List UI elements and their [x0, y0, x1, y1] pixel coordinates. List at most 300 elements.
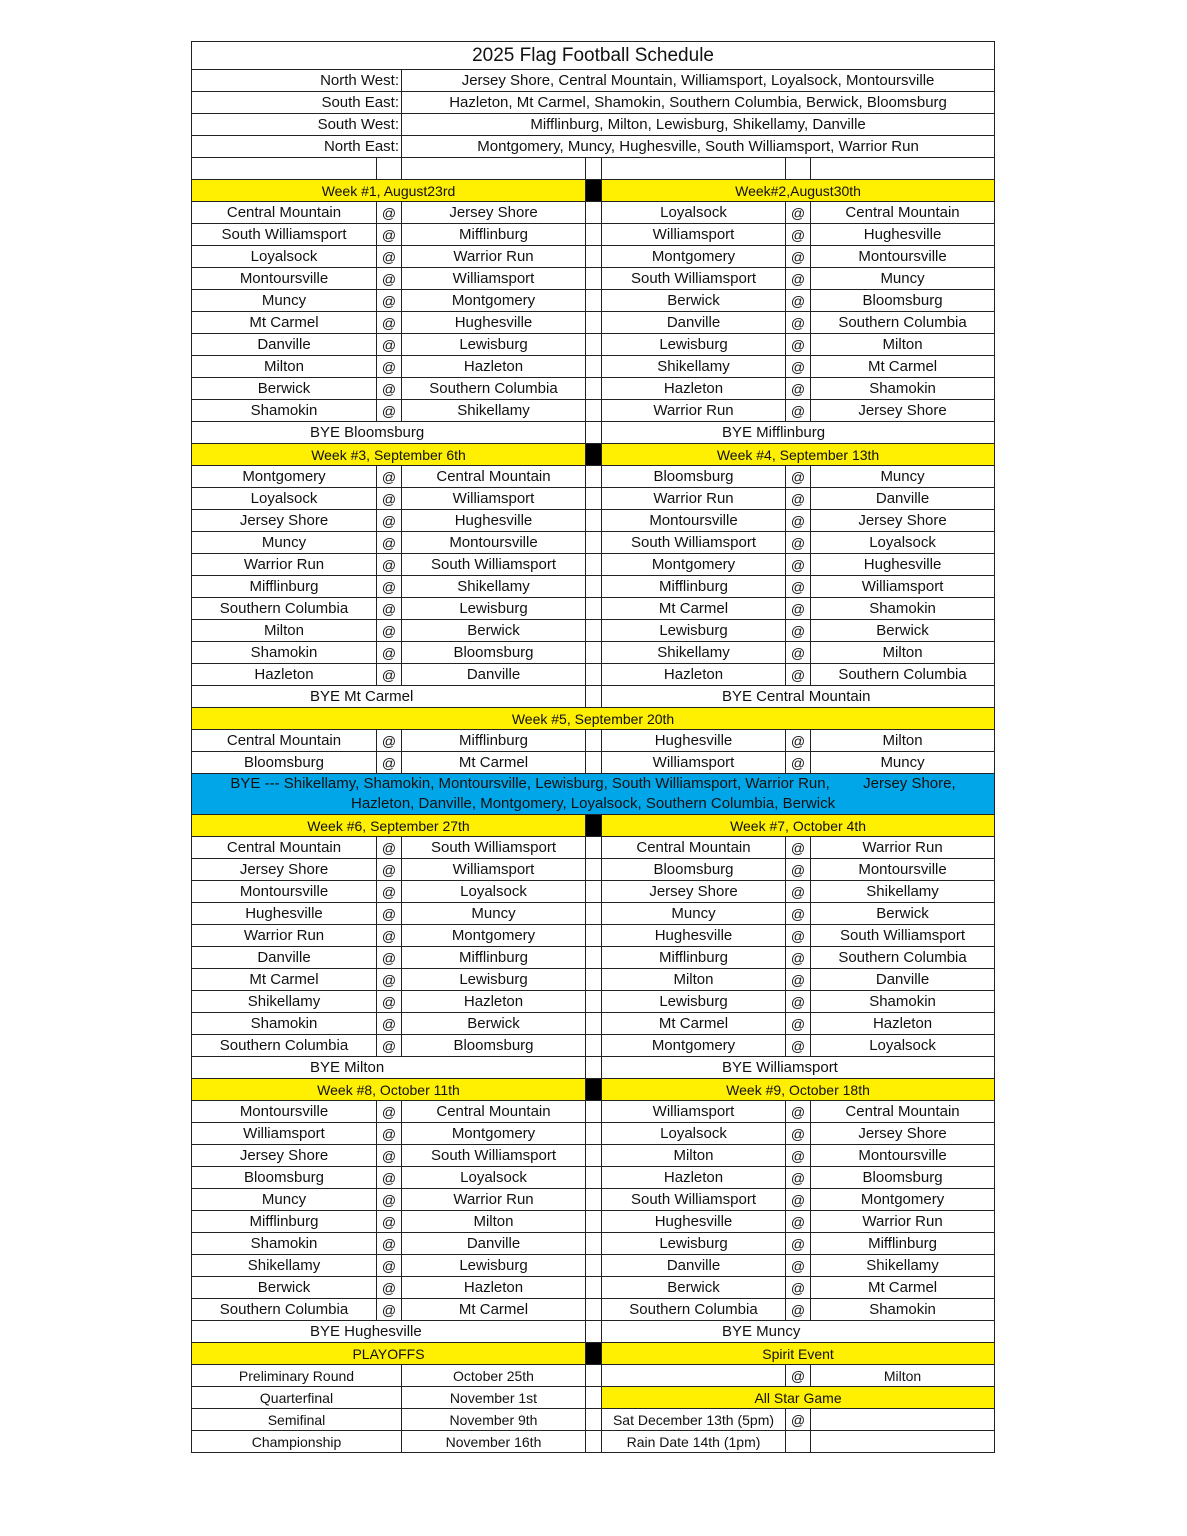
spirit-title: Spirit Event — [602, 1343, 995, 1365]
divider-cell — [586, 1189, 602, 1211]
at-symbol: @ — [377, 268, 402, 290]
away-team: Berwick — [811, 620, 995, 642]
away-team: Warrior Run — [402, 246, 586, 268]
game-row — [192, 925, 995, 947]
away-team: Loyalsock — [811, 532, 995, 554]
bye-team: BYE Central Mountain — [602, 686, 995, 708]
round-name: Championship — [192, 1431, 402, 1453]
divider-block — [586, 444, 602, 466]
at-symbol: @ — [377, 488, 402, 510]
divider-cell — [586, 1145, 602, 1167]
home-team: Jersey Shore — [192, 1145, 377, 1167]
round-date: November 16th — [402, 1431, 586, 1453]
at-symbol: @ — [786, 859, 811, 881]
away-team: Montgomery — [811, 1189, 995, 1211]
week-title: Week #5, September 20th — [192, 708, 995, 730]
away-team: Berwick — [402, 620, 586, 642]
divider-cell — [586, 1365, 602, 1387]
at-symbol: @ — [786, 554, 811, 576]
away-team: Bloomsburg — [811, 1167, 995, 1189]
home-team: Montoursville — [192, 268, 377, 290]
at-symbol: @ — [377, 991, 402, 1013]
round-name: Semifinal — [192, 1409, 402, 1431]
bye-team: BYE Muncy — [602, 1321, 995, 1343]
game-row — [192, 1101, 995, 1123]
divider-cell — [586, 1123, 602, 1145]
empty-cell — [586, 158, 602, 180]
spacer-row — [192, 158, 995, 180]
at-symbol: @ — [786, 488, 811, 510]
divider-cell — [586, 1409, 602, 1431]
at-symbol: @ — [377, 1123, 402, 1145]
away-team: Berwick — [811, 903, 995, 925]
home-team: Warrior Run — [192, 554, 377, 576]
home-team: Bloomsburg — [192, 1167, 377, 1189]
away-team: Central Mountain — [811, 1101, 995, 1123]
home-team: Warrior Run — [602, 400, 786, 422]
divider-cell — [586, 246, 602, 268]
away-team: Jersey Shore — [402, 202, 586, 224]
away-team: Shikellamy — [811, 1255, 995, 1277]
game-row — [192, 1035, 995, 1057]
home-team: Central Mountain — [192, 202, 377, 224]
away-team: Danville — [402, 1233, 586, 1255]
at-symbol: @ — [377, 356, 402, 378]
home-team: Loyalsock — [192, 488, 377, 510]
game-row — [192, 881, 995, 903]
divider-cell — [586, 1057, 602, 1079]
away-team: Loyalsock — [402, 1167, 586, 1189]
bye-team: BYE Mifflinburg — [602, 422, 995, 444]
at-symbol: @ — [377, 334, 402, 356]
home-team: Mt Carmel — [192, 312, 377, 334]
divider-cell — [586, 224, 602, 246]
home-team: Shikellamy — [602, 356, 786, 378]
away-team: Berwick — [402, 1013, 586, 1035]
away-team: Milton — [811, 334, 995, 356]
at-symbol: @ — [377, 859, 402, 881]
game-row — [192, 576, 995, 598]
home-team: Shamokin — [192, 1013, 377, 1035]
home-team: Montgomery — [602, 246, 786, 268]
divider-cell — [586, 1321, 602, 1343]
away-team: Southern Columbia — [811, 947, 995, 969]
region-teams: Montgomery, Muncy, Hughesville, South Williamsport, Warrior Run — [402, 136, 995, 158]
home-team: Montgomery — [602, 554, 786, 576]
home-team: Berwick — [602, 1277, 786, 1299]
away-team: Loyalsock — [402, 881, 586, 903]
at-symbol: @ — [377, 290, 402, 312]
away-team: Williamsport — [402, 268, 586, 290]
divider-cell — [586, 1167, 602, 1189]
away-team: Montgomery — [402, 925, 586, 947]
home-team: Montgomery — [602, 1035, 786, 1057]
game-row — [192, 1189, 995, 1211]
at-symbol: @ — [786, 466, 811, 488]
week-title: Week #7, October 4th — [602, 815, 995, 837]
region-row — [192, 114, 995, 136]
at-symbol: @ — [377, 1189, 402, 1211]
divider-cell — [586, 859, 602, 881]
away-team: Muncy — [811, 466, 995, 488]
away-team: Jersey Shore — [811, 400, 995, 422]
playoff-row — [192, 1387, 995, 1409]
rain-date: Rain Date 14th (1pm) — [602, 1431, 786, 1453]
home-team: Central Mountain — [192, 837, 377, 859]
at-symbol: @ — [786, 620, 811, 642]
home-team: Bloomsburg — [192, 752, 377, 774]
divider-cell — [586, 664, 602, 686]
at-symbol: @ — [786, 202, 811, 224]
game-row — [192, 400, 995, 422]
at-symbol: @ — [377, 969, 402, 991]
home-team: Mt Carmel — [602, 598, 786, 620]
home-team: Muncy — [192, 532, 377, 554]
away-team: Warrior Run — [811, 837, 995, 859]
home-team: Lewisburg — [602, 334, 786, 356]
at-symbol: @ — [377, 532, 402, 554]
away-team: Montoursville — [811, 246, 995, 268]
divider-cell — [586, 925, 602, 947]
home-team: Danville — [192, 947, 377, 969]
home-team: Southern Columbia — [602, 1299, 786, 1321]
empty-cell — [402, 158, 586, 180]
divider-cell — [586, 1431, 602, 1453]
bye-list: Hazleton, Danville, Montgomery, Loyalsock, Southern Columbia, Berwick — [192, 794, 995, 815]
empty-cell — [811, 1409, 995, 1431]
away-team: Hughesville — [402, 312, 586, 334]
away-team: Mifflinburg — [402, 224, 586, 246]
away-team: South Williamsport — [402, 554, 586, 576]
region-row — [192, 92, 995, 114]
away-team: Danville — [402, 664, 586, 686]
away-team: Southern Columbia — [402, 378, 586, 400]
at-symbol: @ — [786, 969, 811, 991]
at-symbol: @ — [786, 510, 811, 532]
away-team: Southern Columbia — [811, 664, 995, 686]
game-row — [192, 466, 995, 488]
bye-team: BYE Milton — [192, 1057, 586, 1079]
at-symbol: @ — [786, 290, 811, 312]
away-team: Jersey Shore — [811, 1123, 995, 1145]
game-row — [192, 664, 995, 686]
at-symbol: @ — [786, 268, 811, 290]
home-team: Southern Columbia — [192, 598, 377, 620]
home-team: South Williamsport — [602, 268, 786, 290]
at-symbol: @ — [377, 620, 402, 642]
bye-team: BYE Mt Carmel — [192, 686, 586, 708]
away-team: Hughesville — [402, 510, 586, 532]
divider-cell — [586, 1101, 602, 1123]
away-team: Milton — [402, 1211, 586, 1233]
at-symbol: @ — [786, 903, 811, 925]
divider-cell — [586, 730, 602, 752]
allstar-date: Sat December 13th (5pm) — [602, 1409, 786, 1431]
at-symbol: @ — [377, 224, 402, 246]
home-team: South Williamsport — [602, 532, 786, 554]
bye-row — [192, 422, 995, 444]
home-team: Muncy — [192, 290, 377, 312]
week-header-row — [192, 180, 995, 202]
at-symbol: @ — [377, 881, 402, 903]
week-title: Week #6, September 27th — [192, 815, 586, 837]
bye-team: BYE Bloomsburg — [192, 422, 586, 444]
at-symbol: @ — [786, 642, 811, 664]
at-symbol: @ — [786, 1211, 811, 1233]
home-team: Milton — [192, 356, 377, 378]
home-team: Loyalsock — [602, 1123, 786, 1145]
region-name: South West: — [192, 114, 402, 136]
away-team: Montoursville — [402, 532, 586, 554]
at-symbol: @ — [786, 378, 811, 400]
home-team: Williamsport — [602, 1101, 786, 1123]
away-team: South Williamsport — [402, 1145, 586, 1167]
away-team: Mt Carmel — [811, 1277, 995, 1299]
region-row — [192, 70, 995, 92]
divider-cell — [586, 752, 602, 774]
away-team: Williamsport — [402, 488, 586, 510]
away-team: Montgomery — [402, 1123, 586, 1145]
at-symbol: @ — [377, 554, 402, 576]
away-team: Bloomsburg — [811, 290, 995, 312]
divider-cell — [586, 290, 602, 312]
playoff-row — [192, 1431, 995, 1453]
away-team: Shamokin — [811, 378, 995, 400]
divider-cell — [586, 554, 602, 576]
at-symbol: @ — [786, 947, 811, 969]
round-name: Preliminary Round — [192, 1365, 402, 1387]
bye-team: BYE Hughesville — [192, 1321, 586, 1343]
home-team: Southern Columbia — [192, 1035, 377, 1057]
bye-list-row — [192, 774, 995, 795]
game-row — [192, 1211, 995, 1233]
game-row — [192, 268, 995, 290]
home-team: Montoursville — [192, 1101, 377, 1123]
away-team: Central Mountain — [402, 1101, 586, 1123]
home-team: Muncy — [192, 1189, 377, 1211]
home-team: Mt Carmel — [192, 969, 377, 991]
home-team: Hazleton — [192, 664, 377, 686]
empty-cell — [377, 158, 402, 180]
home-team: Montoursville — [192, 881, 377, 903]
away-team: Mifflinburg — [402, 947, 586, 969]
week-header-row — [192, 815, 995, 837]
home-team: Jersey Shore — [192, 859, 377, 881]
at-symbol: @ — [786, 312, 811, 334]
divider-block — [586, 815, 602, 837]
schedule-table — [191, 41, 995, 1453]
at-symbol: @ — [377, 730, 402, 752]
playoffs-title: PLAYOFFS — [192, 1343, 586, 1365]
away-team: Montoursville — [811, 859, 995, 881]
divider-cell — [586, 422, 602, 444]
away-team: South Williamsport — [402, 837, 586, 859]
at-symbol: @ — [377, 837, 402, 859]
empty-cell — [811, 158, 995, 180]
away-team: Southern Columbia — [811, 312, 995, 334]
at-symbol: @ — [377, 202, 402, 224]
away-team: Shikellamy — [402, 576, 586, 598]
at-symbol: @ — [786, 1101, 811, 1123]
away-team: Danville — [811, 969, 995, 991]
home-team: Danville — [602, 1255, 786, 1277]
game-row — [192, 1299, 995, 1321]
divider-block — [586, 180, 602, 202]
home-team: Hazleton — [602, 1167, 786, 1189]
divider-cell — [586, 576, 602, 598]
game-row — [192, 620, 995, 642]
region-row — [192, 136, 995, 158]
divider-block — [586, 1079, 602, 1101]
away-team: Danville — [811, 488, 995, 510]
schedule-sheet — [191, 41, 994, 1453]
at-symbol: @ — [377, 664, 402, 686]
away-team: Muncy — [402, 903, 586, 925]
at-symbol: @ — [786, 598, 811, 620]
away-team: Jersey Shore — [811, 510, 995, 532]
week-title: Week #1, August23rd — [192, 180, 586, 202]
home-team: Lewisburg — [602, 1233, 786, 1255]
divider-cell — [586, 1255, 602, 1277]
divider-cell — [586, 881, 602, 903]
empty-cell — [602, 158, 786, 180]
empty-cell — [786, 1431, 811, 1453]
home-team: Mifflinburg — [602, 576, 786, 598]
at-symbol: @ — [786, 224, 811, 246]
region-teams: Hazleton, Mt Carmel, Shamokin, Southern Columbia, Berwick, Bloomsburg — [402, 92, 995, 114]
home-team: Hughesville — [602, 925, 786, 947]
divider-cell — [586, 202, 602, 224]
away-team: Montgomery — [402, 290, 586, 312]
away-team: Lewisburg — [402, 969, 586, 991]
away-team: Lewisburg — [402, 1255, 586, 1277]
divider-cell — [586, 400, 602, 422]
at-symbol: @ — [786, 576, 811, 598]
away-team: Shamokin — [811, 991, 995, 1013]
divider-block — [586, 1343, 602, 1365]
week-title: Week #3, September 6th — [192, 444, 586, 466]
away-team: Bloomsburg — [402, 1035, 586, 1057]
game-row — [192, 224, 995, 246]
page-title: 2025 Flag Football Schedule — [192, 42, 995, 70]
week-header-row — [192, 444, 995, 466]
away-team: Bloomsburg — [402, 642, 586, 664]
at-symbol: @ — [377, 1167, 402, 1189]
week-title: Week#2,August30th — [602, 180, 995, 202]
divider-cell — [586, 598, 602, 620]
divider-cell — [586, 312, 602, 334]
week-title: Week #4, September 13th — [602, 444, 995, 466]
home-team: Shamokin — [192, 1233, 377, 1255]
home-team: Williamsport — [602, 224, 786, 246]
home-team: Bloomsburg — [602, 859, 786, 881]
home-team: Berwick — [192, 1277, 377, 1299]
away-team: Hughesville — [811, 224, 995, 246]
at-symbol: @ — [377, 1255, 402, 1277]
divider-cell — [586, 1211, 602, 1233]
at-symbol: @ — [786, 1255, 811, 1277]
at-symbol: @ — [786, 356, 811, 378]
game-row — [192, 246, 995, 268]
at-symbol: @ — [377, 925, 402, 947]
round-date: October 25th — [402, 1365, 586, 1387]
at-symbol: @ — [377, 1035, 402, 1057]
home-team: Danville — [602, 312, 786, 334]
away-team: Milton — [811, 642, 995, 664]
home-team: Central Mountain — [192, 730, 377, 752]
game-row — [192, 532, 995, 554]
home-team: Loyalsock — [192, 246, 377, 268]
divider-cell — [586, 991, 602, 1013]
at-symbol: @ — [377, 947, 402, 969]
game-row — [192, 1145, 995, 1167]
at-symbol: @ — [377, 642, 402, 664]
home-team: Warrior Run — [192, 925, 377, 947]
empty-cell — [192, 158, 377, 180]
game-row — [192, 510, 995, 532]
divider-cell — [586, 466, 602, 488]
away-team: Mt Carmel — [811, 356, 995, 378]
home-team: South Williamsport — [192, 224, 377, 246]
divider-cell — [586, 1299, 602, 1321]
at-symbol: @ — [377, 466, 402, 488]
at-symbol: @ — [786, 1167, 811, 1189]
region-teams: Jersey Shore, Central Mountain, Williamsport, Loyalsock, Montoursville — [402, 70, 995, 92]
at-symbol: @ — [786, 1409, 811, 1431]
game-row — [192, 290, 995, 312]
bye-row — [192, 1057, 995, 1079]
empty-cell — [811, 1431, 995, 1453]
at-symbol: @ — [377, 246, 402, 268]
divider-cell — [586, 268, 602, 290]
divider-cell — [586, 334, 602, 356]
at-symbol: @ — [377, 752, 402, 774]
home-team: Mifflinburg — [192, 576, 377, 598]
at-symbol: @ — [377, 1101, 402, 1123]
home-team: Montoursville — [602, 510, 786, 532]
away-team: Mifflinburg — [811, 1233, 995, 1255]
home-team: Milton — [192, 620, 377, 642]
at-symbol: @ — [786, 1013, 811, 1035]
region-name: North West: — [192, 70, 402, 92]
away-team: Williamsport — [402, 859, 586, 881]
away-team: Montoursville — [811, 1145, 995, 1167]
home-team: Jersey Shore — [192, 510, 377, 532]
at-symbol: @ — [377, 903, 402, 925]
divider-cell — [586, 620, 602, 642]
at-symbol: @ — [377, 1013, 402, 1035]
away-team: South Williamsport — [811, 925, 995, 947]
game-row — [192, 642, 995, 664]
away-team: Hazleton — [811, 1013, 995, 1035]
home-team: Mifflinburg — [602, 947, 786, 969]
home-team: Southern Columbia — [192, 1299, 377, 1321]
at-symbol: @ — [786, 532, 811, 554]
away-team: Lewisburg — [402, 598, 586, 620]
at-symbol: @ — [786, 1189, 811, 1211]
game-row — [192, 859, 995, 881]
at-symbol: @ — [786, 1365, 811, 1387]
divider-cell — [586, 837, 602, 859]
round-date: November 1st — [402, 1387, 586, 1409]
away-team: Shikellamy — [811, 881, 995, 903]
home-team: Hughesville — [192, 903, 377, 925]
at-symbol: @ — [786, 991, 811, 1013]
at-symbol: @ — [786, 334, 811, 356]
home-team: Mt Carmel — [602, 1013, 786, 1035]
home-team: Loyalsock — [602, 202, 786, 224]
away-team: Hughesville — [811, 554, 995, 576]
